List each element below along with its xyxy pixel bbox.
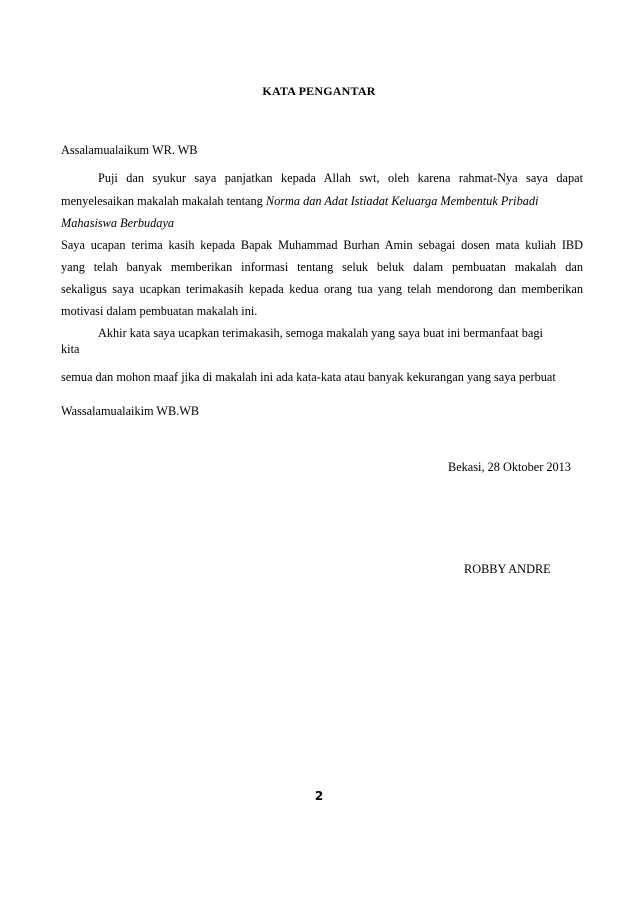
paragraph-1-line-2 [61,194,538,209]
paragraph-2-line-4: motivasi dalam pembuatan makalah ini. [61,304,258,318]
paper-title-part-1: Norma dan Adat Istiadat Keluarga Membentuk Pribadi [265,194,539,208]
paragraph-3-line-3: semua dan mohon maaf jika di makalah ini ada kata-kata atau banyak kekurangan yang saya perbuat [61,370,556,384]
paper-title-part-2: Mahasiswa Berbudaya [61,216,175,230]
paragraph-1-line-2-text: menyelesaikan makalah makalah tentang [61,194,266,208]
author-name: ROBBY ANDRE [464,562,551,576]
closing-greeting: Wassalamualaikim WB.WB [61,404,200,418]
greeting: Assalamualaikum WR. WB [61,143,198,157]
place-date: Bekasi, 28 Oktober 2013 [448,460,571,474]
page-number: 2 [314,789,324,803]
paragraph-3-line-1: Akhir kata saya ucapkan terimakasih, semoga makalah yang saya buat ini bermanfaat bagi [98,326,543,340]
paragraph-3-line-2: kita [61,342,80,356]
paragraph-2-line-1: Saya ucapan terima kasih kepada Bapak Muhammad Burhan Amin sebagai dosen mata kuliah IBD [61,238,583,252]
paragraph-2-line-2: yang telah banyak memberikan informasi tentang seluk beluk dalam pembuatan makalah dan [61,260,583,274]
paragraph-2-line-3: sekaligus saya ucapkan terimakasih kepada kedua orang tua yang telah mendorong dan memberikan [61,282,583,296]
page-title: KATA PENGANTAR [262,84,376,98]
paragraph-1-line-1: Puji dan syukur saya panjatkan kepada Allah swt, oleh karena rahmat-Nya saya dapat [98,171,583,185]
